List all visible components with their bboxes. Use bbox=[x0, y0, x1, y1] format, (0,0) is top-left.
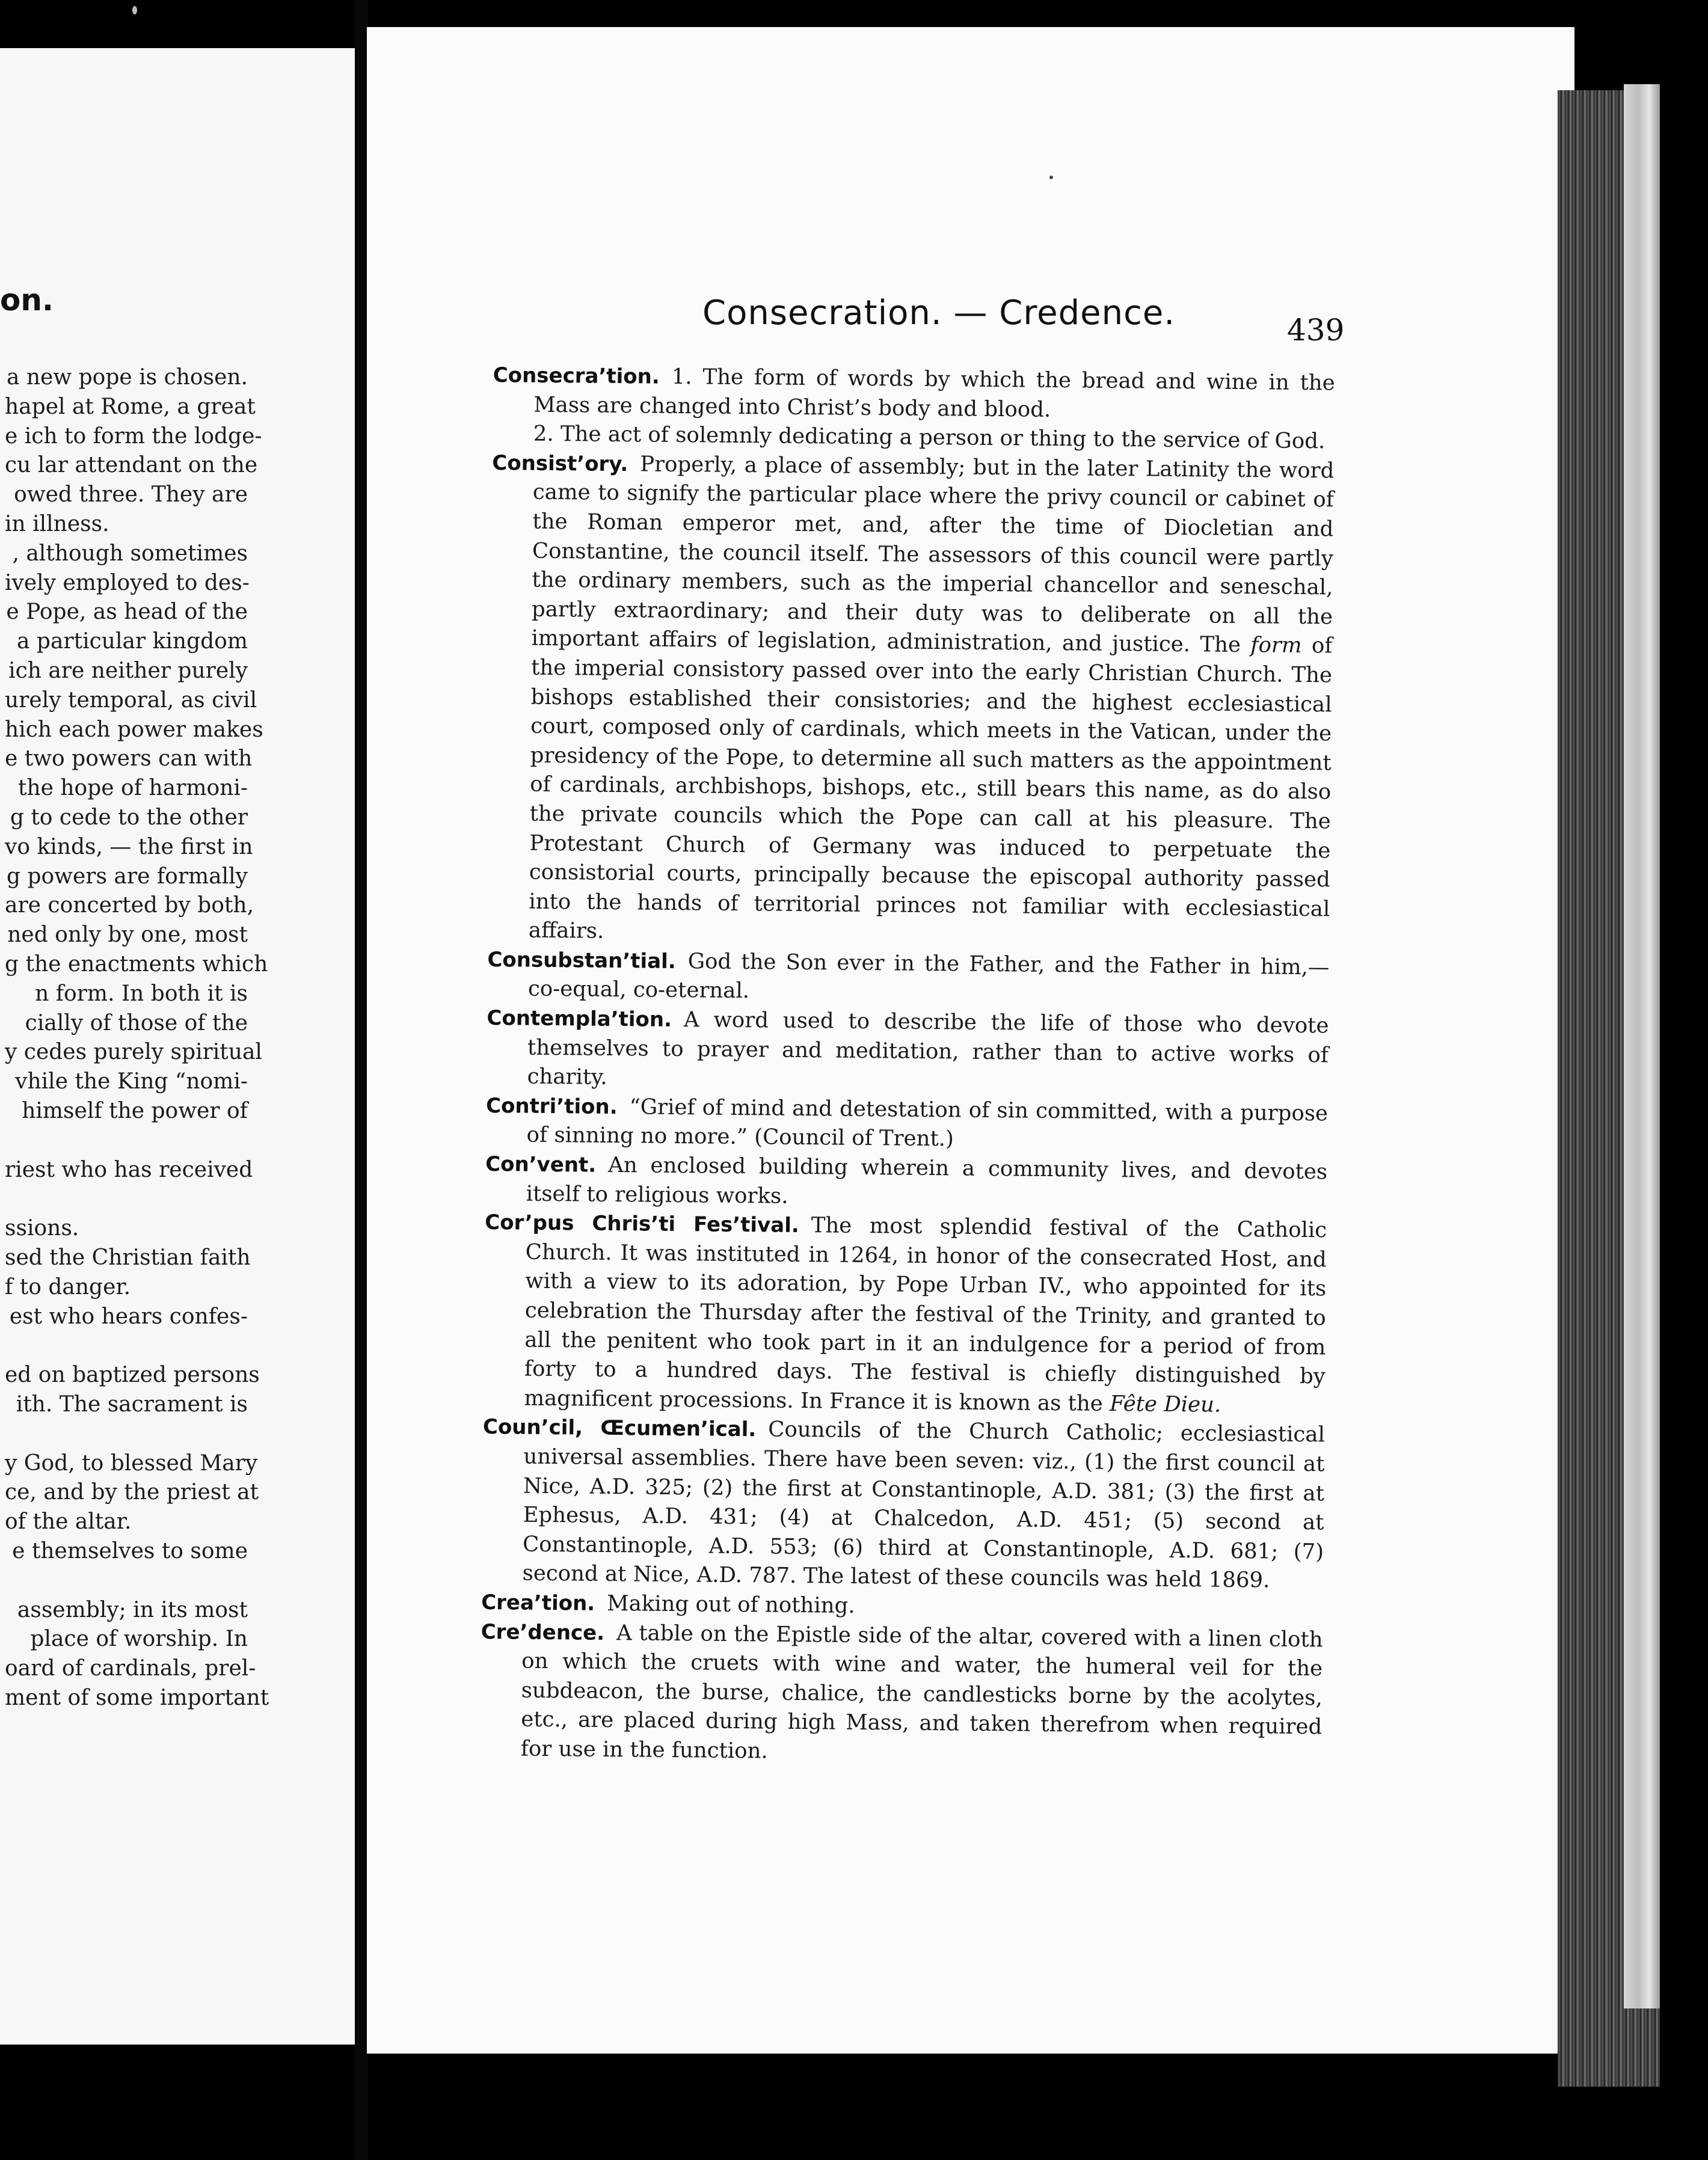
dictionary-entry bbox=[481, 1413, 1325, 1596]
entry-term: Consecra’tion. bbox=[493, 363, 660, 389]
entry-definition: Councils of the Church Catholic; ecclesiastical universal assemblies. There have been seven: viz., (1) the first council at Nice, A.D. 325; (2) the first at Constantinople, A.D. 381; (3) the first at Ephesus, A.D. 431; (4) at Chalcedon, A.D. 451; (5) second at Constantinople, A.D. 553; (6) third at Constantinople, A.D. 681; (7) second at Nice, A.D. 787. The latest of these councils was held 1869. bbox=[522, 1417, 1326, 1593]
left-page-line: ed on baptized persons bbox=[5, 1363, 260, 1388]
entry-term: Consist’ory. bbox=[492, 450, 628, 476]
entry-term: Crea’tion. bbox=[481, 1590, 595, 1616]
left-page-line: cially of those of the bbox=[25, 1010, 248, 1036]
left-page-line: sed the Christian faith bbox=[5, 1245, 251, 1270]
entry-definition: A word used to describe the life of those who devote themselves to prayer and meditation, rather than to active works of charity. bbox=[527, 1007, 1329, 1090]
left-page-line: oard of cardinals, prel- bbox=[5, 1656, 256, 1681]
left-page-line: ment of some important bbox=[5, 1686, 269, 1710]
left-page-text bbox=[0, 48, 355, 2045]
dust-speck bbox=[132, 6, 137, 14]
left-page-line: e Pope, as head of the bbox=[6, 600, 248, 625]
left-page-line: hich each power makes bbox=[5, 717, 263, 742]
dictionary-entry bbox=[488, 449, 1335, 953]
book-gutter bbox=[355, 0, 368, 2160]
entry-definition-continued: of the imperial consistory passed over into the early Christian Church. The bishops established their consistories; and the highest ecclesiastical court, composed only of cardinals, which meets in the Vatican, under the presidency of the Pope, to determine all such matters as the appointment of cardinals, archbishops, bishops, etc., still bears this name, as do also the private councils which the Pope can call at his pleasure. The Protestant Church of Germany was induced to perpetuate the consistorial courts, principally because the episcopal authority passed into the hands of territorial princes not familiar with ecclesiastical affairs. bbox=[528, 633, 1333, 944]
dictionary-entry bbox=[485, 1150, 1327, 1217]
left-page-line: ively employed to des- bbox=[5, 570, 250, 595]
left-page-line: vhile the King “nomi- bbox=[15, 1069, 248, 1094]
left-page-line: e two powers can with bbox=[5, 746, 253, 772]
left-page-line: place of worship. In bbox=[30, 1627, 248, 1652]
left-page-line: riest who has received bbox=[5, 1157, 253, 1182]
entry-definition: 2. The act of solemnly dedicating a person or thing to the service of God. bbox=[533, 421, 1326, 454]
left-page-line: e themselves to some bbox=[12, 1539, 248, 1563]
left-page-line: are concerted by both, bbox=[5, 893, 254, 918]
left-page-line: ich are neither purely bbox=[8, 658, 248, 683]
dictionary-entry bbox=[485, 1091, 1328, 1158]
entry-definition: The most splendid festival of the Catholic Church. It was instituted in 1264, in honor of the consecrated Host, and with a view to its adoration, by Pope Urban IV., who appointed for its celebration the Thursday after the festival of the Trinity, and granted to all the penitent who took part in it an indulgence for a period of from forty to a hundred days. The festival is chiefly distinguished by magnificent processions. In France it is known as the bbox=[524, 1213, 1327, 1416]
left-page-line: the hope of harmoni- bbox=[17, 776, 248, 801]
entry-term: Contri’tion. bbox=[485, 1093, 618, 1119]
left-page-line: , although sometimes bbox=[12, 541, 248, 566]
left-page-line: assembly; in its most bbox=[17, 1597, 248, 1622]
left-page-line: ssions. bbox=[5, 1216, 79, 1241]
entry-term: Consubstan’tial. bbox=[487, 947, 676, 974]
dictionary-entry bbox=[486, 1004, 1329, 1099]
left-page-line: ith. The sacrament is bbox=[16, 1392, 248, 1417]
left-page-header: on. bbox=[0, 283, 54, 318]
left-page-line: himself the power of bbox=[22, 1099, 248, 1123]
left-page-line: y cedes purely spiritual bbox=[5, 1040, 262, 1065]
entry-definition-italic: Fête Dieu. bbox=[1109, 1391, 1221, 1417]
page-number: 439 bbox=[1287, 313, 1345, 348]
entry-definition: A table on the Epistle side of the altar, covered with a linen cloth on which the cruets with wine and water, the humeral veil for the subdeacon, the burse, chalice, the candlesticks borne by the acolytes, etc., are placed during high Mass, and taken therefrom when required for use in the function. bbox=[520, 1620, 1323, 1764]
page-edge-highlight bbox=[1624, 84, 1660, 2008]
dictionary-entry bbox=[493, 361, 1335, 428]
entry-definition: “Grief of mind and detestation of sin committed, with a purpose of sinning no more.” (Council of Trent.) bbox=[526, 1094, 1329, 1152]
left-page-line: est who hears confes- bbox=[9, 1304, 248, 1329]
dictionary-entry bbox=[483, 1208, 1327, 1421]
left-page-line: ned only by one, most bbox=[7, 922, 248, 948]
dictionary-entry bbox=[480, 1617, 1323, 1771]
left-page-line: a particular kingdom bbox=[17, 629, 248, 654]
left-page-line: g to cede to the other bbox=[10, 805, 248, 830]
dictionary-entry bbox=[487, 945, 1330, 1012]
entry-definition: 1. The form of words by which the bread and wine in the Mass are changed into Christ’s body and blood. bbox=[533, 364, 1335, 422]
entry-definition: God the Son ever in the Father, and the Father in him,— co-equal, co-eternal. bbox=[527, 949, 1330, 1004]
left-page-line: owed three. They are bbox=[14, 482, 248, 508]
entry-definition-italic: form bbox=[1250, 633, 1302, 658]
left-page-line: a new pope is chosen. bbox=[6, 365, 248, 390]
left-page-line: hapel at Rome, a great bbox=[5, 394, 256, 419]
running-head: Consecration. — Credence. bbox=[702, 293, 1176, 333]
left-page-line: g the enactments which bbox=[5, 952, 268, 977]
dust-speck bbox=[1049, 176, 1053, 179]
left-page-line: e ich to form the lodge- bbox=[5, 423, 262, 449]
left-page-line: y God, to blessed Mary bbox=[5, 1450, 258, 1476]
entry-term: Coun’cil, Œcumen’ical. bbox=[482, 1415, 757, 1442]
left-page-line: cu lar attendant on the bbox=[5, 453, 258, 478]
left-page-line: f to danger. bbox=[5, 1274, 131, 1299]
entry-definition: An enclosed building wherein a community lives, and devotes itself to religious works. bbox=[526, 1152, 1328, 1209]
left-page-line: vo kinds, — the first in bbox=[5, 834, 253, 859]
left-page-line: of the altar. bbox=[5, 1509, 132, 1535]
left-page-line: in illness. bbox=[5, 512, 109, 536]
left-page-line: ce, and by the priest at bbox=[5, 1480, 259, 1505]
entry-term: Con’vent. bbox=[485, 1152, 597, 1177]
left-page-line: n form. In both it is bbox=[35, 981, 248, 1006]
entry-term: Cor’pus Chris’ti Fes’tival. bbox=[485, 1210, 799, 1238]
left-page-line: urely temporal, as civil bbox=[5, 687, 257, 713]
left-page bbox=[0, 48, 355, 2045]
entry-term: Contempla’tion. bbox=[487, 1006, 672, 1032]
entry-term: Cre’dence. bbox=[481, 1619, 605, 1645]
entry-definition: Making out of nothing. bbox=[607, 1591, 855, 1618]
entry-definition: Properly, a place of assembly; but in the later Latinity the word came to signify the particular place where the privy council or cabinet of the Roman emperor met, and, after the time of Diocletian and Constantine, the council itself. The assessors of this council were partly the ordinary members, such as the imperial chancellor and seneschal, partly extraordinary; and their duty was to deliberate on all the important affairs of legislation, administration, and justice. The bbox=[531, 452, 1335, 658]
left-page-line: g powers are formally bbox=[6, 864, 248, 889]
dictionary-entries bbox=[480, 361, 1335, 1772]
